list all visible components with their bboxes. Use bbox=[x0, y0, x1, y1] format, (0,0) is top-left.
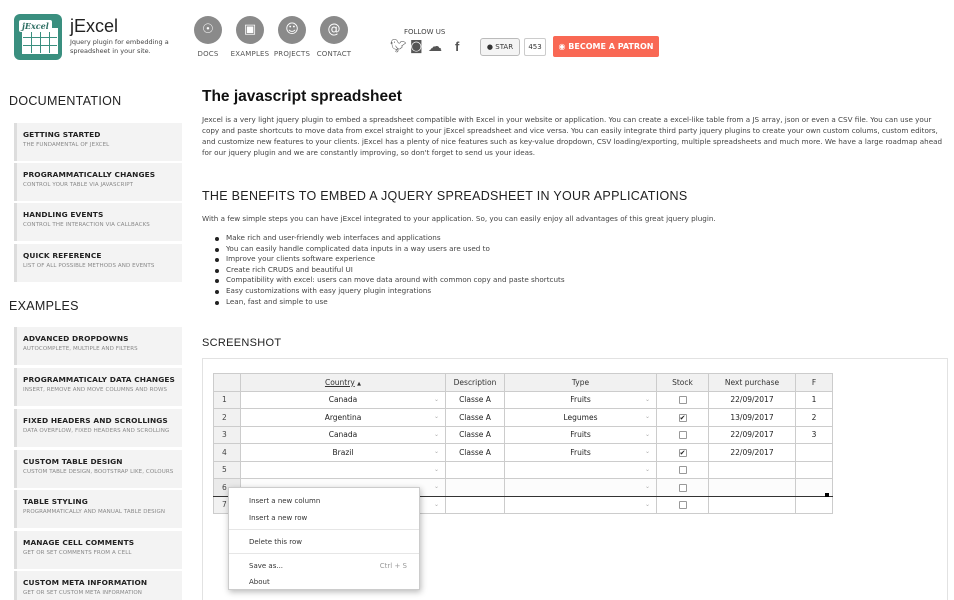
chevron-down-icon[interactable]: ⌄ bbox=[644, 500, 650, 508]
chevron-down-icon[interactable]: ⌄ bbox=[433, 465, 439, 473]
row-number[interactable]: 4 bbox=[214, 444, 241, 462]
twitter-icon[interactable]: 🐦︎ bbox=[390, 39, 407, 54]
sidebar-item-title: MANAGE CELL COMMENTS bbox=[23, 538, 135, 547]
corner-cell[interactable] bbox=[214, 374, 241, 392]
column-header-type[interactable]: Type bbox=[505, 374, 657, 392]
patron-label: BECOME A PATRON bbox=[568, 42, 654, 51]
stock-checkbox[interactable] bbox=[679, 501, 687, 509]
sidebar-item-subtitle: CONTROL YOUR TABLE VIA JAVASCRIPT bbox=[23, 182, 134, 188]
chevron-down-icon[interactable]: ⌄ bbox=[433, 413, 439, 420]
stock-checkbox[interactable]: ✔ bbox=[679, 413, 686, 422]
cell-f[interactable] bbox=[796, 444, 833, 462]
list-item: Easy customizations with easy jquery plugin integrations bbox=[214, 286, 565, 297]
cell-next-purchase[interactable] bbox=[709, 461, 796, 479]
cell-f[interactable]: 1 bbox=[796, 391, 833, 409]
row-number[interactable]: 7 bbox=[214, 496, 241, 514]
sidebar-item-subtitle: LIST OF ALL POSSIBLE METHODS AND EVENTS bbox=[23, 263, 155, 269]
row-number[interactable]: 2 bbox=[214, 409, 241, 427]
menu-item-insert-column[interactable]: Insert a new column bbox=[249, 497, 321, 505]
cell-description[interactable]: Classe A bbox=[446, 391, 505, 409]
sidebar-item-subtitle: PROGRAMMATICALLY AND MANUAL TABLE DESIGN bbox=[23, 509, 166, 515]
cell-description[interactable]: Classe A bbox=[446, 444, 505, 462]
sidebar-item-programmatically-changes[interactable] bbox=[14, 163, 182, 201]
context-menu bbox=[228, 487, 420, 590]
instagram-icon[interactable]: ◙ bbox=[410, 39, 423, 54]
smiley-icon: ☺ bbox=[278, 16, 306, 44]
sidebar-item-title: FIXED HEADERS AND SCROLLINGS bbox=[23, 416, 168, 425]
header-row bbox=[214, 374, 833, 392]
column-header-f[interactable]: F bbox=[796, 374, 833, 392]
sidebar-item-subtitle: CUSTOM TABLE DESIGN, BOOTSTRAP LIKE, COLOURS bbox=[23, 469, 174, 475]
cell-value: Argentina bbox=[324, 412, 362, 422]
cell-value: Canada bbox=[328, 395, 358, 405]
cell-country[interactable] bbox=[241, 409, 446, 427]
sidebar-item-fixed-headers[interactable] bbox=[14, 409, 182, 447]
chevron-down-icon[interactable]: ⌄ bbox=[433, 395, 439, 403]
cell-value: Canada bbox=[328, 430, 358, 440]
stock-checkbox[interactable] bbox=[679, 484, 687, 492]
box-icon: ▣ bbox=[236, 16, 264, 44]
sidebar-item-custom-meta[interactable] bbox=[14, 571, 182, 600]
column-header-stock[interactable]: Stock bbox=[657, 374, 709, 392]
cell-next-purchase[interactable]: 22/09/2017 bbox=[709, 444, 796, 462]
chevron-down-icon[interactable]: ⌄ bbox=[433, 483, 439, 490]
menu-item-insert-row[interactable]: Insert a new row bbox=[249, 514, 308, 522]
documentation-heading: DOCUMENTATION bbox=[9, 94, 122, 108]
chevron-down-icon[interactable]: ⌄ bbox=[644, 448, 650, 455]
benefits-heading: THE BENEFITS TO EMBED A JQUERY SPREADSHEET IN YOUR APPLICATIONS bbox=[202, 189, 688, 203]
menu-separator bbox=[229, 553, 419, 554]
cell-country[interactable] bbox=[241, 444, 446, 462]
sidebar-item-title: GETTING STARTED bbox=[23, 130, 101, 139]
sidebar-item-title: PROGRAMMATICALLY CHANGES bbox=[23, 170, 156, 179]
list-item: You can easily handle complicated data inputs in a way users are used to bbox=[214, 244, 565, 255]
cell-next-purchase[interactable] bbox=[709, 479, 796, 497]
list-item: Lean, fast and simple to use bbox=[214, 297, 565, 308]
menu-item-about[interactable]: About bbox=[249, 578, 270, 586]
cell-type[interactable] bbox=[505, 444, 657, 462]
cell-type[interactable] bbox=[505, 479, 657, 497]
sidebar-item-subtitle: CONTROL THE INTERACTION VIA CALLBACKS bbox=[23, 222, 150, 228]
chevron-down-icon[interactable]: ⌄ bbox=[433, 448, 439, 455]
cell-country[interactable] bbox=[241, 461, 446, 479]
brand-title: jExcel bbox=[70, 16, 119, 36]
chevron-down-icon[interactable]: ⌄ bbox=[433, 430, 439, 438]
cell-value: Brazil bbox=[332, 447, 354, 457]
sidebar-item-title: ADVANCED DROPDOWNS bbox=[23, 334, 129, 343]
sidebar-item-title: QUICK REFERENCE bbox=[23, 251, 102, 260]
cell-description[interactable]: Classe A bbox=[446, 426, 505, 444]
cell-description[interactable] bbox=[446, 461, 505, 479]
cell-value: Legumes bbox=[563, 412, 598, 422]
logo[interactable] bbox=[14, 14, 62, 60]
nav-projects-label: PROJECTS bbox=[273, 50, 311, 58]
cell-type[interactable] bbox=[505, 496, 657, 514]
cell-next-purchase[interactable]: 22/09/2017 bbox=[709, 426, 796, 444]
column-header-label: Country bbox=[324, 377, 355, 387]
sidebar-item-custom-table-design[interactable] bbox=[14, 450, 182, 488]
chevron-down-icon[interactable]: ⌄ bbox=[644, 395, 650, 403]
list-item: Compatibility with excel: users can move data around with common copy and paste shortcuts bbox=[214, 275, 565, 286]
row-number[interactable]: 3 bbox=[214, 426, 241, 444]
github-icon: ● bbox=[486, 43, 494, 51]
sidebar-item-title: HANDLING EVENTS bbox=[23, 210, 104, 219]
cell-stock[interactable] bbox=[657, 391, 709, 409]
sidebar-item-table-styling[interactable] bbox=[14, 490, 182, 528]
column-header-next-purchase[interactable]: Next purchase bbox=[709, 374, 796, 392]
cell-country[interactable] bbox=[241, 426, 446, 444]
cell-f[interactable] bbox=[796, 461, 833, 479]
cell-stock[interactable] bbox=[657, 496, 709, 514]
column-header-description[interactable]: Description bbox=[446, 374, 505, 392]
cell-value: Fruits bbox=[570, 447, 591, 457]
cell-stock[interactable] bbox=[657, 444, 709, 462]
nav-docs-label: DOCS bbox=[197, 50, 219, 58]
cell-value: Fruits bbox=[570, 395, 591, 405]
examples-heading: EXAMPLES bbox=[9, 299, 79, 313]
column-header-country[interactable] bbox=[241, 374, 446, 392]
cell-description[interactable] bbox=[446, 496, 505, 514]
menu-item-save-as[interactable]: Save as... bbox=[249, 562, 284, 570]
star-count: 453 bbox=[524, 38, 546, 56]
cell-description[interactable]: Classe A bbox=[446, 409, 505, 427]
table-row[interactable] bbox=[214, 426, 833, 444]
save-shortcut: Ctrl + S bbox=[379, 562, 407, 570]
sidebar-item-handling-events[interactable] bbox=[14, 203, 182, 241]
sidebar-item-subtitle: DATA OVERFLOW, FIXED HEADERS AND SCROLLING bbox=[23, 428, 170, 434]
sidebar-item-title: TABLE STYLING bbox=[23, 497, 88, 506]
soundcloud-icon[interactable]: ☁ bbox=[428, 39, 442, 55]
screenshot-heading: SCREENSHOT bbox=[202, 337, 282, 349]
cell-next-purchase[interactable] bbox=[709, 496, 796, 514]
logo-label: jExcel bbox=[19, 20, 52, 32]
facebook-icon[interactable]: f bbox=[455, 39, 460, 54]
sidebar-item-subtitle: AUTOCOMPLETE, MULTIPLE AND FILTERS bbox=[23, 346, 138, 352]
sidebar-item-advanced-dropdowns[interactable] bbox=[14, 327, 182, 365]
fingerprint-icon: ☉ bbox=[194, 16, 222, 44]
benefits-list bbox=[214, 233, 565, 307]
sidebar-item-title: PROGRAMMATICALY DATA CHANGES bbox=[23, 375, 175, 384]
cell-stock[interactable] bbox=[657, 461, 709, 479]
stock-checkbox[interactable] bbox=[679, 396, 687, 404]
row-number[interactable]: 1 bbox=[214, 391, 241, 409]
cell-value: Fruits bbox=[570, 430, 591, 440]
sidebar-item-subtitle: GET OR SET COMMENTS FROM A CELL bbox=[23, 550, 132, 556]
cell-country[interactable] bbox=[241, 391, 446, 409]
table-row[interactable] bbox=[214, 444, 833, 462]
nav-contact[interactable] bbox=[309, 16, 359, 58]
stock-checkbox[interactable] bbox=[679, 431, 687, 439]
table-row[interactable] bbox=[214, 461, 833, 479]
sidebar-item-data-changes[interactable] bbox=[14, 368, 182, 406]
page-title: The javascript spreadsheet bbox=[202, 88, 402, 105]
nav-examples-label: EXAMPLES bbox=[230, 50, 270, 58]
sidebar-item-subtitle: THE FUNDAMENTAL OF JEXCEL bbox=[23, 142, 110, 148]
cell-type[interactable] bbox=[505, 426, 657, 444]
intro-paragraph: Jexcel is a very light jquery plugin to embed a spreadsheet compatible with Excel in your website or application. You can create a excel-like table from a JS array, json or even a CSV file. You can use your copy and paste shortcuts to move data from excel straight to your jExcel spreadsheet and vice versa. You can easily integrate third party jquery plugins to create your own custom colums, custom editors, and customize new features to your clients. jExcel has a plenty of nice features such as key-value dropdown, CSV loading/exporting, multiple spreadsheets and much more. We have a large roadmap ahead for our jquery plugin and we are constantly improving, so don't forget to send us your ideas. bbox=[202, 115, 943, 157]
list-item: Improve your clients software experience bbox=[214, 254, 565, 265]
cell-description[interactable] bbox=[446, 479, 505, 497]
chevron-down-icon[interactable]: ⌄ bbox=[644, 483, 650, 490]
menu-separator bbox=[229, 529, 419, 530]
cell-f[interactable] bbox=[796, 496, 833, 514]
sidebar-item-subtitle: INSERT, REMOVE AND MOVE COLUMNS AND ROWS bbox=[23, 387, 168, 393]
row-number[interactable]: 5 bbox=[214, 461, 241, 479]
stock-checkbox[interactable] bbox=[679, 466, 687, 474]
cell-f[interactable]: 3 bbox=[796, 426, 833, 444]
cell-f[interactable]: 2 bbox=[796, 409, 833, 427]
nav-contact-label: CONTACT bbox=[316, 50, 352, 58]
stock-checkbox[interactable]: ✔ bbox=[679, 448, 686, 457]
sidebar-item-cell-comments[interactable] bbox=[14, 531, 182, 569]
github-star-button[interactable] bbox=[480, 38, 520, 56]
list-item: Make rich and user-friendly web interfaces and applications bbox=[214, 233, 565, 244]
star-label: STAR bbox=[495, 43, 514, 51]
chevron-down-icon[interactable]: ⌄ bbox=[644, 430, 650, 438]
sidebar-item-getting-started[interactable] bbox=[14, 123, 182, 161]
cell-type[interactable] bbox=[505, 391, 657, 409]
list-item: Create rich CRUDS and beautiful UI bbox=[214, 265, 565, 276]
table-row[interactable] bbox=[214, 391, 833, 409]
row-number[interactable]: 6 bbox=[214, 479, 241, 497]
benefits-intro: With a few simple steps you can have jExcel integrated to your application. So, you can easily enjoy all advantages of this great jquery plugin. bbox=[202, 214, 716, 223]
cell-type[interactable] bbox=[505, 461, 657, 479]
fill-handle[interactable] bbox=[825, 493, 829, 497]
brand-tagline: Jquery plugin for embedding a spreadsheet in your site. bbox=[70, 38, 169, 55]
sidebar-item-title: CUSTOM TABLE DESIGN bbox=[23, 457, 123, 466]
chevron-down-icon[interactable]: ⌄ bbox=[433, 500, 439, 508]
sidebar-item-title: CUSTOM META INFORMATION bbox=[23, 578, 148, 587]
cell-type[interactable] bbox=[505, 409, 657, 427]
cell-stock[interactable] bbox=[657, 426, 709, 444]
follow-us-label: FOLLOW US bbox=[404, 28, 446, 36]
menu-item-delete-row[interactable]: Delete this row bbox=[249, 538, 302, 546]
sort-asc-icon: ▲ bbox=[357, 380, 362, 387]
at-icon: @ bbox=[320, 16, 348, 44]
patreon-icon: ◉ bbox=[558, 42, 566, 51]
cell-stock[interactable] bbox=[657, 409, 709, 427]
table-row[interactable] bbox=[214, 409, 833, 427]
chevron-down-icon[interactable]: ⌄ bbox=[644, 413, 650, 420]
sidebar-item-quick-reference[interactable] bbox=[14, 244, 182, 282]
chevron-down-icon[interactable]: ⌄ bbox=[644, 465, 650, 473]
cell-next-purchase[interactable]: 22/09/2017 bbox=[709, 391, 796, 409]
sidebar-item-subtitle: GET OR SET CUSTOM META INFORMATION bbox=[23, 590, 142, 596]
cell-next-purchase[interactable]: 13/09/2017 bbox=[709, 409, 796, 427]
become-patron-button[interactable] bbox=[553, 36, 659, 57]
cell-stock[interactable] bbox=[657, 479, 709, 497]
